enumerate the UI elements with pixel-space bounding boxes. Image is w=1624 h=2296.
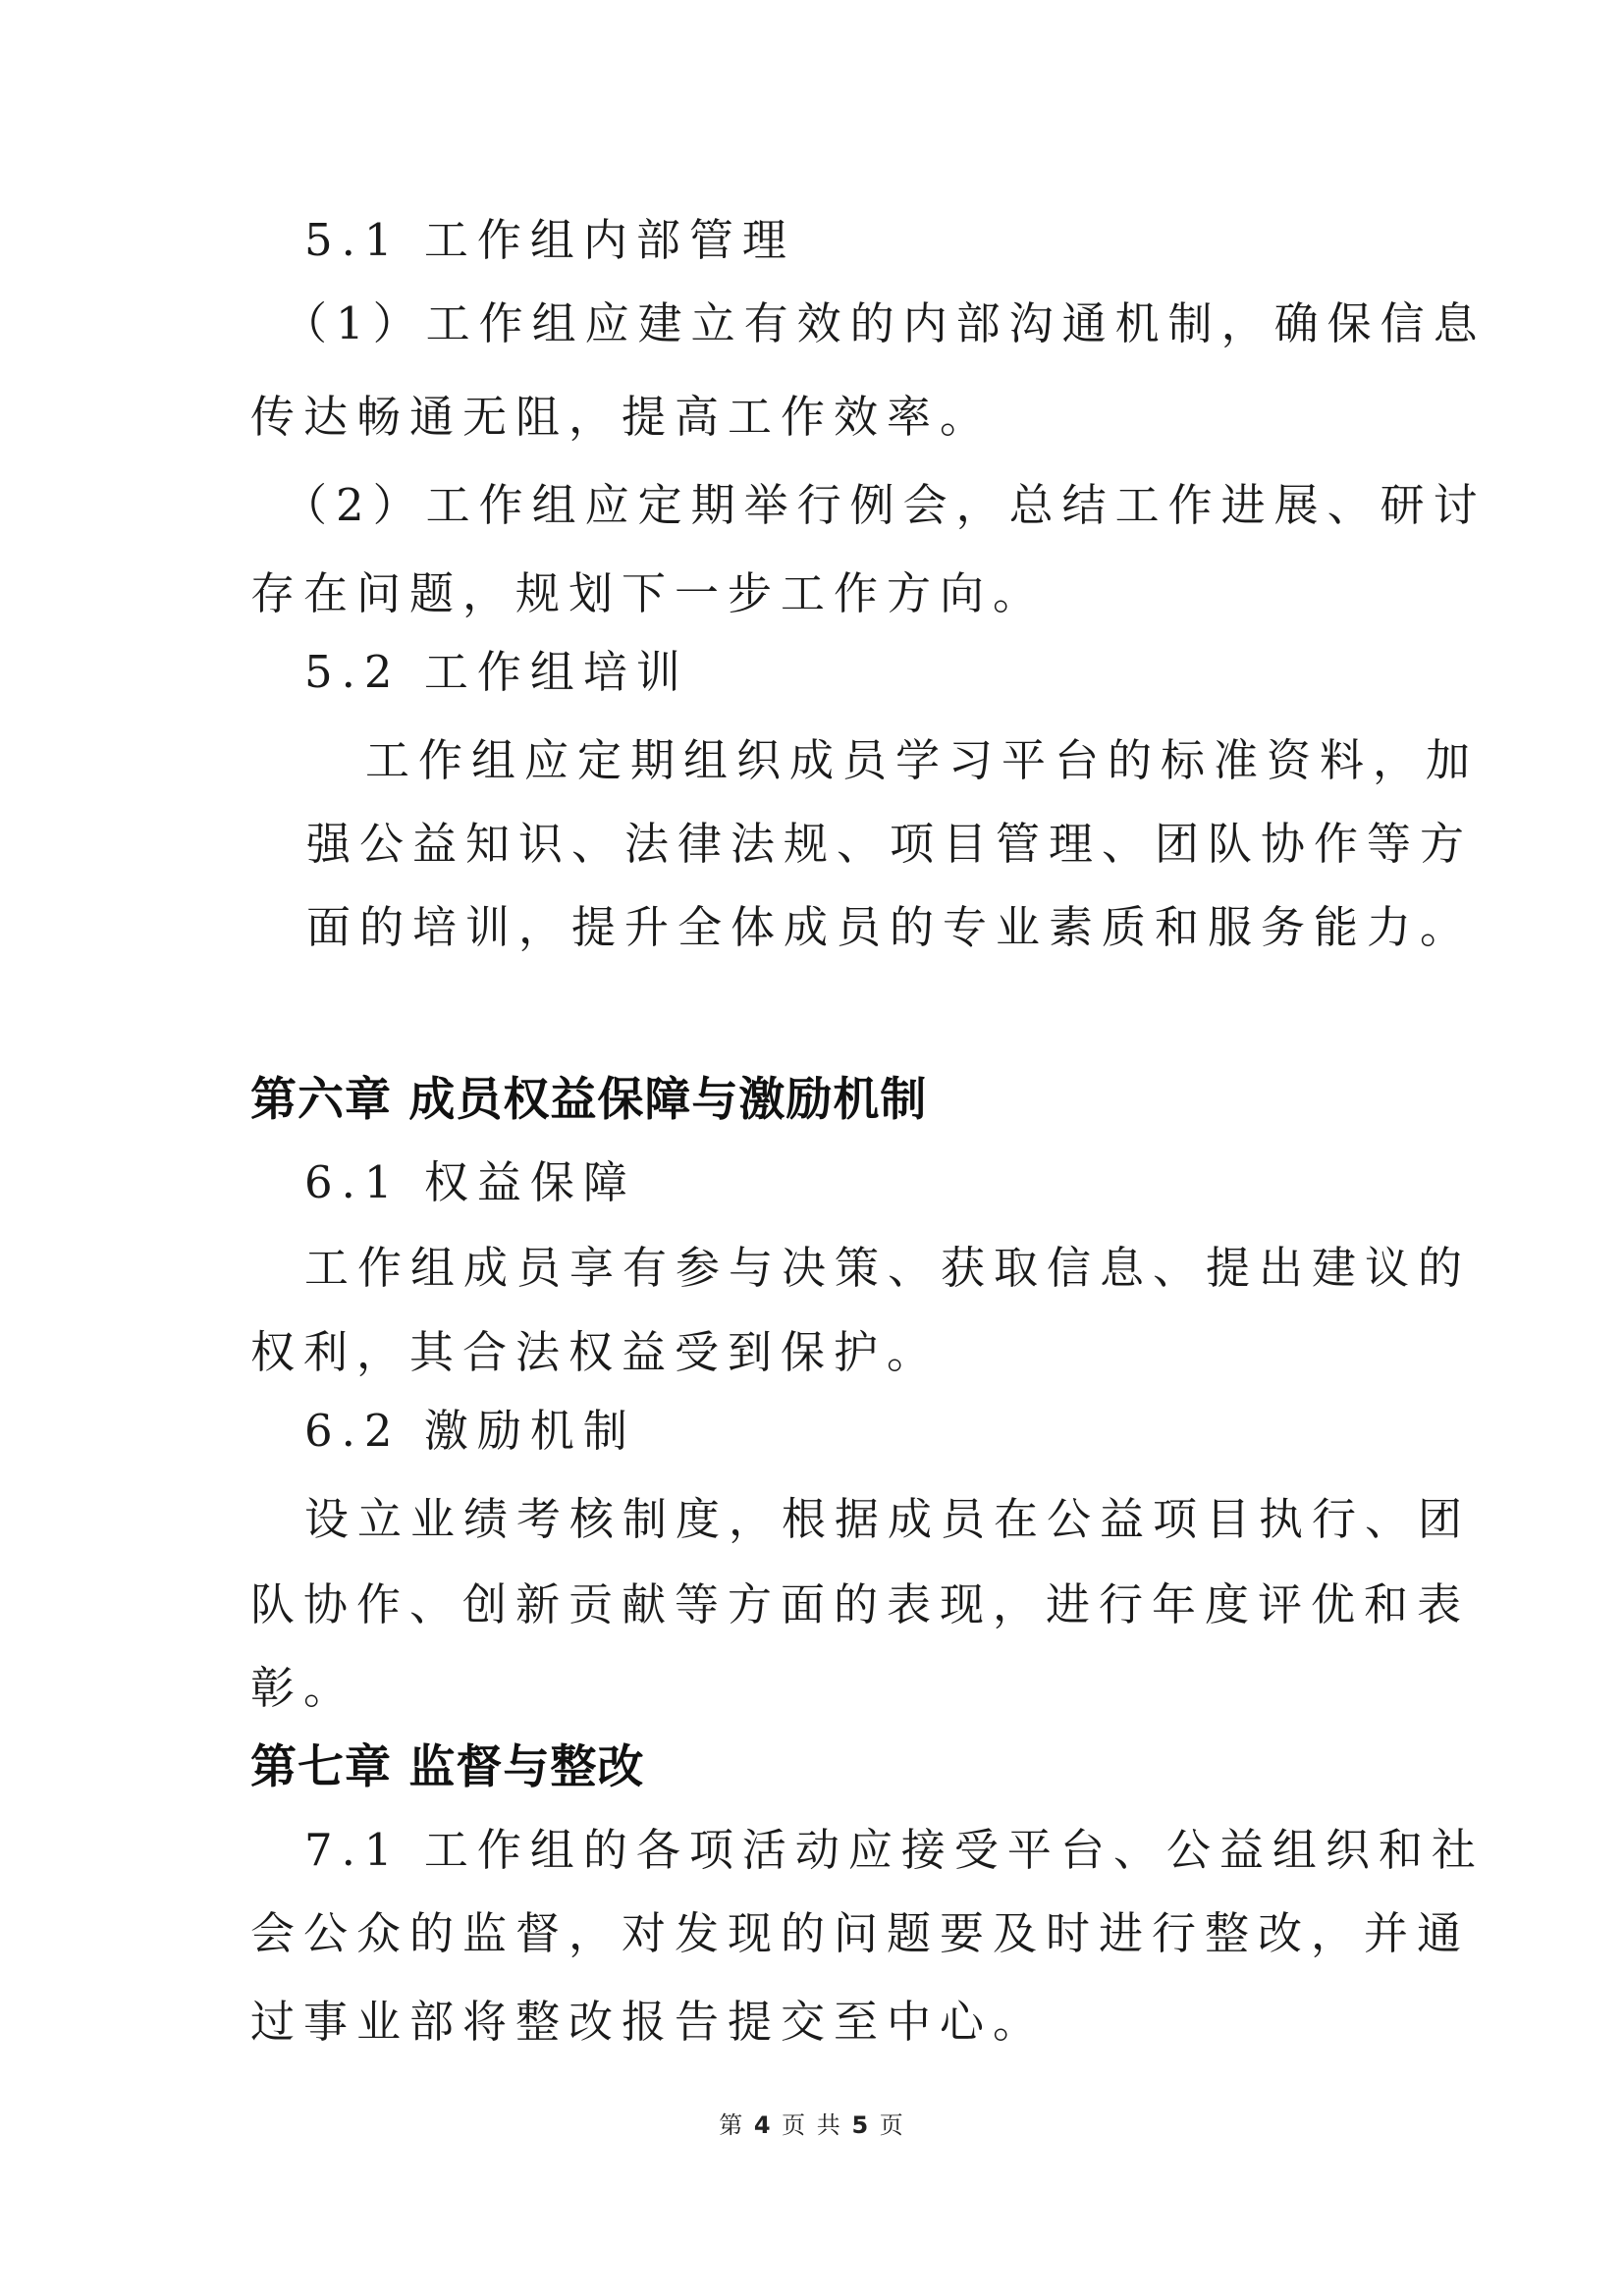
paragraph-line: 工作组应定期组织成员学习平台的标准资料，加 bbox=[365, 734, 1480, 786]
paragraph-line: 彰。 bbox=[250, 1662, 357, 1714]
paragraph-line: 过事业部将整改报告提交至中心。 bbox=[250, 1996, 1047, 2048]
footer-prefix: 第 bbox=[719, 2111, 745, 2139]
footer-suffix: 页 bbox=[879, 2111, 905, 2139]
section-6-1-title: 6.1 权益保障 bbox=[304, 1156, 636, 1208]
current-page-number: 4 bbox=[753, 2111, 773, 2139]
paragraph-line: 强公益知识、法律法规、项目管理、团队协作等方 bbox=[306, 818, 1474, 870]
paragraph-line: 7.1 工作组的各项活动应接受平台、公益组织和社 bbox=[304, 1824, 1485, 1876]
paragraph-line: 工作组成员享有参与决策、获取信息、提出建议的 bbox=[304, 1242, 1472, 1294]
section-5-2-title: 5.2 工作组培训 bbox=[304, 646, 689, 698]
section-5-1-title: 5.1 工作组内部管理 bbox=[304, 214, 795, 266]
paragraph-line: 队协作、创新贡献等方面的表现，进行年度评优和表 bbox=[250, 1578, 1471, 1630]
section-6-2-title: 6.2 激励机制 bbox=[304, 1405, 636, 1457]
paragraph-line: 传达畅通无阻，提高工作效率。 bbox=[250, 391, 994, 443]
paragraph-line: 面的培训，提升全体成员的专业素质和服务能力。 bbox=[306, 901, 1474, 953]
paragraph-line: （2）工作组应定期举行例会，总结工作进展、研讨 bbox=[283, 479, 1487, 531]
footer-middle: 页 共 bbox=[782, 2111, 842, 2139]
paragraph-line: 存在问题，规划下一步工作方向。 bbox=[250, 567, 1047, 619]
paragraph-line: 权利，其合法权益受到保护。 bbox=[250, 1326, 941, 1378]
paragraph-line: （1）工作组应建立有效的内部沟通机制，确保信息 bbox=[283, 297, 1487, 349]
paragraph-line: 会公众的监督，对发现的问题要及时进行整改，并通 bbox=[250, 1907, 1471, 1959]
chapter-6-title: 第六章 成员权益保障与激励机制 bbox=[250, 1073, 928, 1127]
paragraph-line: 设立业绩考核制度，根据成员在公益项目执行、团 bbox=[304, 1493, 1472, 1545]
chapter-7-title: 第七章 监督与整改 bbox=[250, 1740, 645, 1794]
total-page-number: 5 bbox=[851, 2111, 871, 2139]
page-number-footer bbox=[0, 2106, 1624, 2140]
